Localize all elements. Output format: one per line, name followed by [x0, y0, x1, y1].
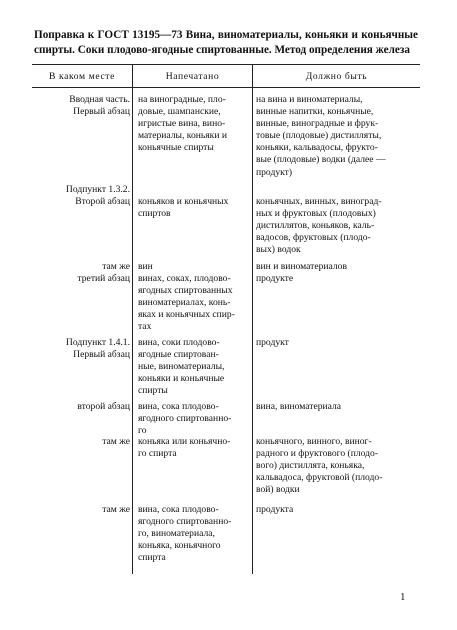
- row-place: там же: [102, 436, 130, 447]
- row-place: Вводная часть. Первый абзац: [69, 94, 130, 118]
- header-should-be: Должно быть: [305, 71, 368, 82]
- row-should-be: коньячных, винных, виноград- ных и фруктовых (плодовых) дистиллятов, коньяков, каль- вадосов, фруктовых (плодо- вых) водок: [256, 196, 382, 256]
- table-top-border: [32, 64, 420, 65]
- document-title: Поправка к ГОСТ 13195—73 Вина, виноматериалы, коньяки и коньячные спирты. Соки плодово-ягодные спиртованные. Метод определения железа: [34, 29, 418, 56]
- row-should-be: вина, виноматериала: [256, 401, 342, 412]
- table-header-border: [32, 87, 420, 88]
- row-printed: коньяков и коньячных спиртов: [138, 196, 229, 220]
- header-place: В каком месте: [49, 71, 115, 82]
- row-printed: на виноградные, пло- довые, шампанские, игристые вина, вино- материалы, коньяки и коньячные спирты: [138, 94, 227, 154]
- row-should-be: коньячного, винного, виног- радного и фруктового (плодо- вого) дистиллята, коньяка, кальвадоса, фруктовой (плодо- вой) водки: [256, 436, 383, 496]
- row-printed: коньяка или коньячно- го спирта: [138, 436, 231, 460]
- row-place: там же: [102, 504, 130, 515]
- row-printed: вин винах, соках, плодово- ягодных спиртованных виноматериалах, конь- яках и коньячных спир- тах: [138, 261, 235, 333]
- row-printed: вина, сока плодово- ягодного спиртованно- го: [138, 401, 232, 437]
- row-place: там же третий абзац: [77, 261, 130, 285]
- row-place: Подпункт 1.4.1. Первый абзац: [65, 337, 130, 361]
- header-printed: Напечатано: [165, 71, 220, 82]
- row-should-be: на вина и виноматериалы, винные напитки, коньячные, винные, виноградные и фрук- товые (плодовые) дистилляты, коньяки, кальвадосы, фрукто- вые (плодовые) водки (далее — продукт): [256, 94, 386, 178]
- row-place: второй абзац: [77, 401, 130, 412]
- row-should-be: продукта: [256, 504, 294, 515]
- column-divider: [132, 64, 133, 574]
- page-number: 1: [400, 591, 406, 603]
- row-printed: вина, сока плодово- ягодного спиртованно- го, виноматериала, коньяка, коньячного спирта: [138, 504, 232, 564]
- row-should-be: вин и виноматериалов продукте: [256, 261, 347, 285]
- row-printed: вина, соки плодово- ягодные спиртован- ные, виноматериалы, коньяки и коньячные спирты: [138, 337, 225, 397]
- row-should-be: продукт: [256, 337, 289, 348]
- column-divider: [252, 64, 253, 574]
- row-place: Подпункт 1.3.2. Второй абзац: [65, 184, 130, 208]
